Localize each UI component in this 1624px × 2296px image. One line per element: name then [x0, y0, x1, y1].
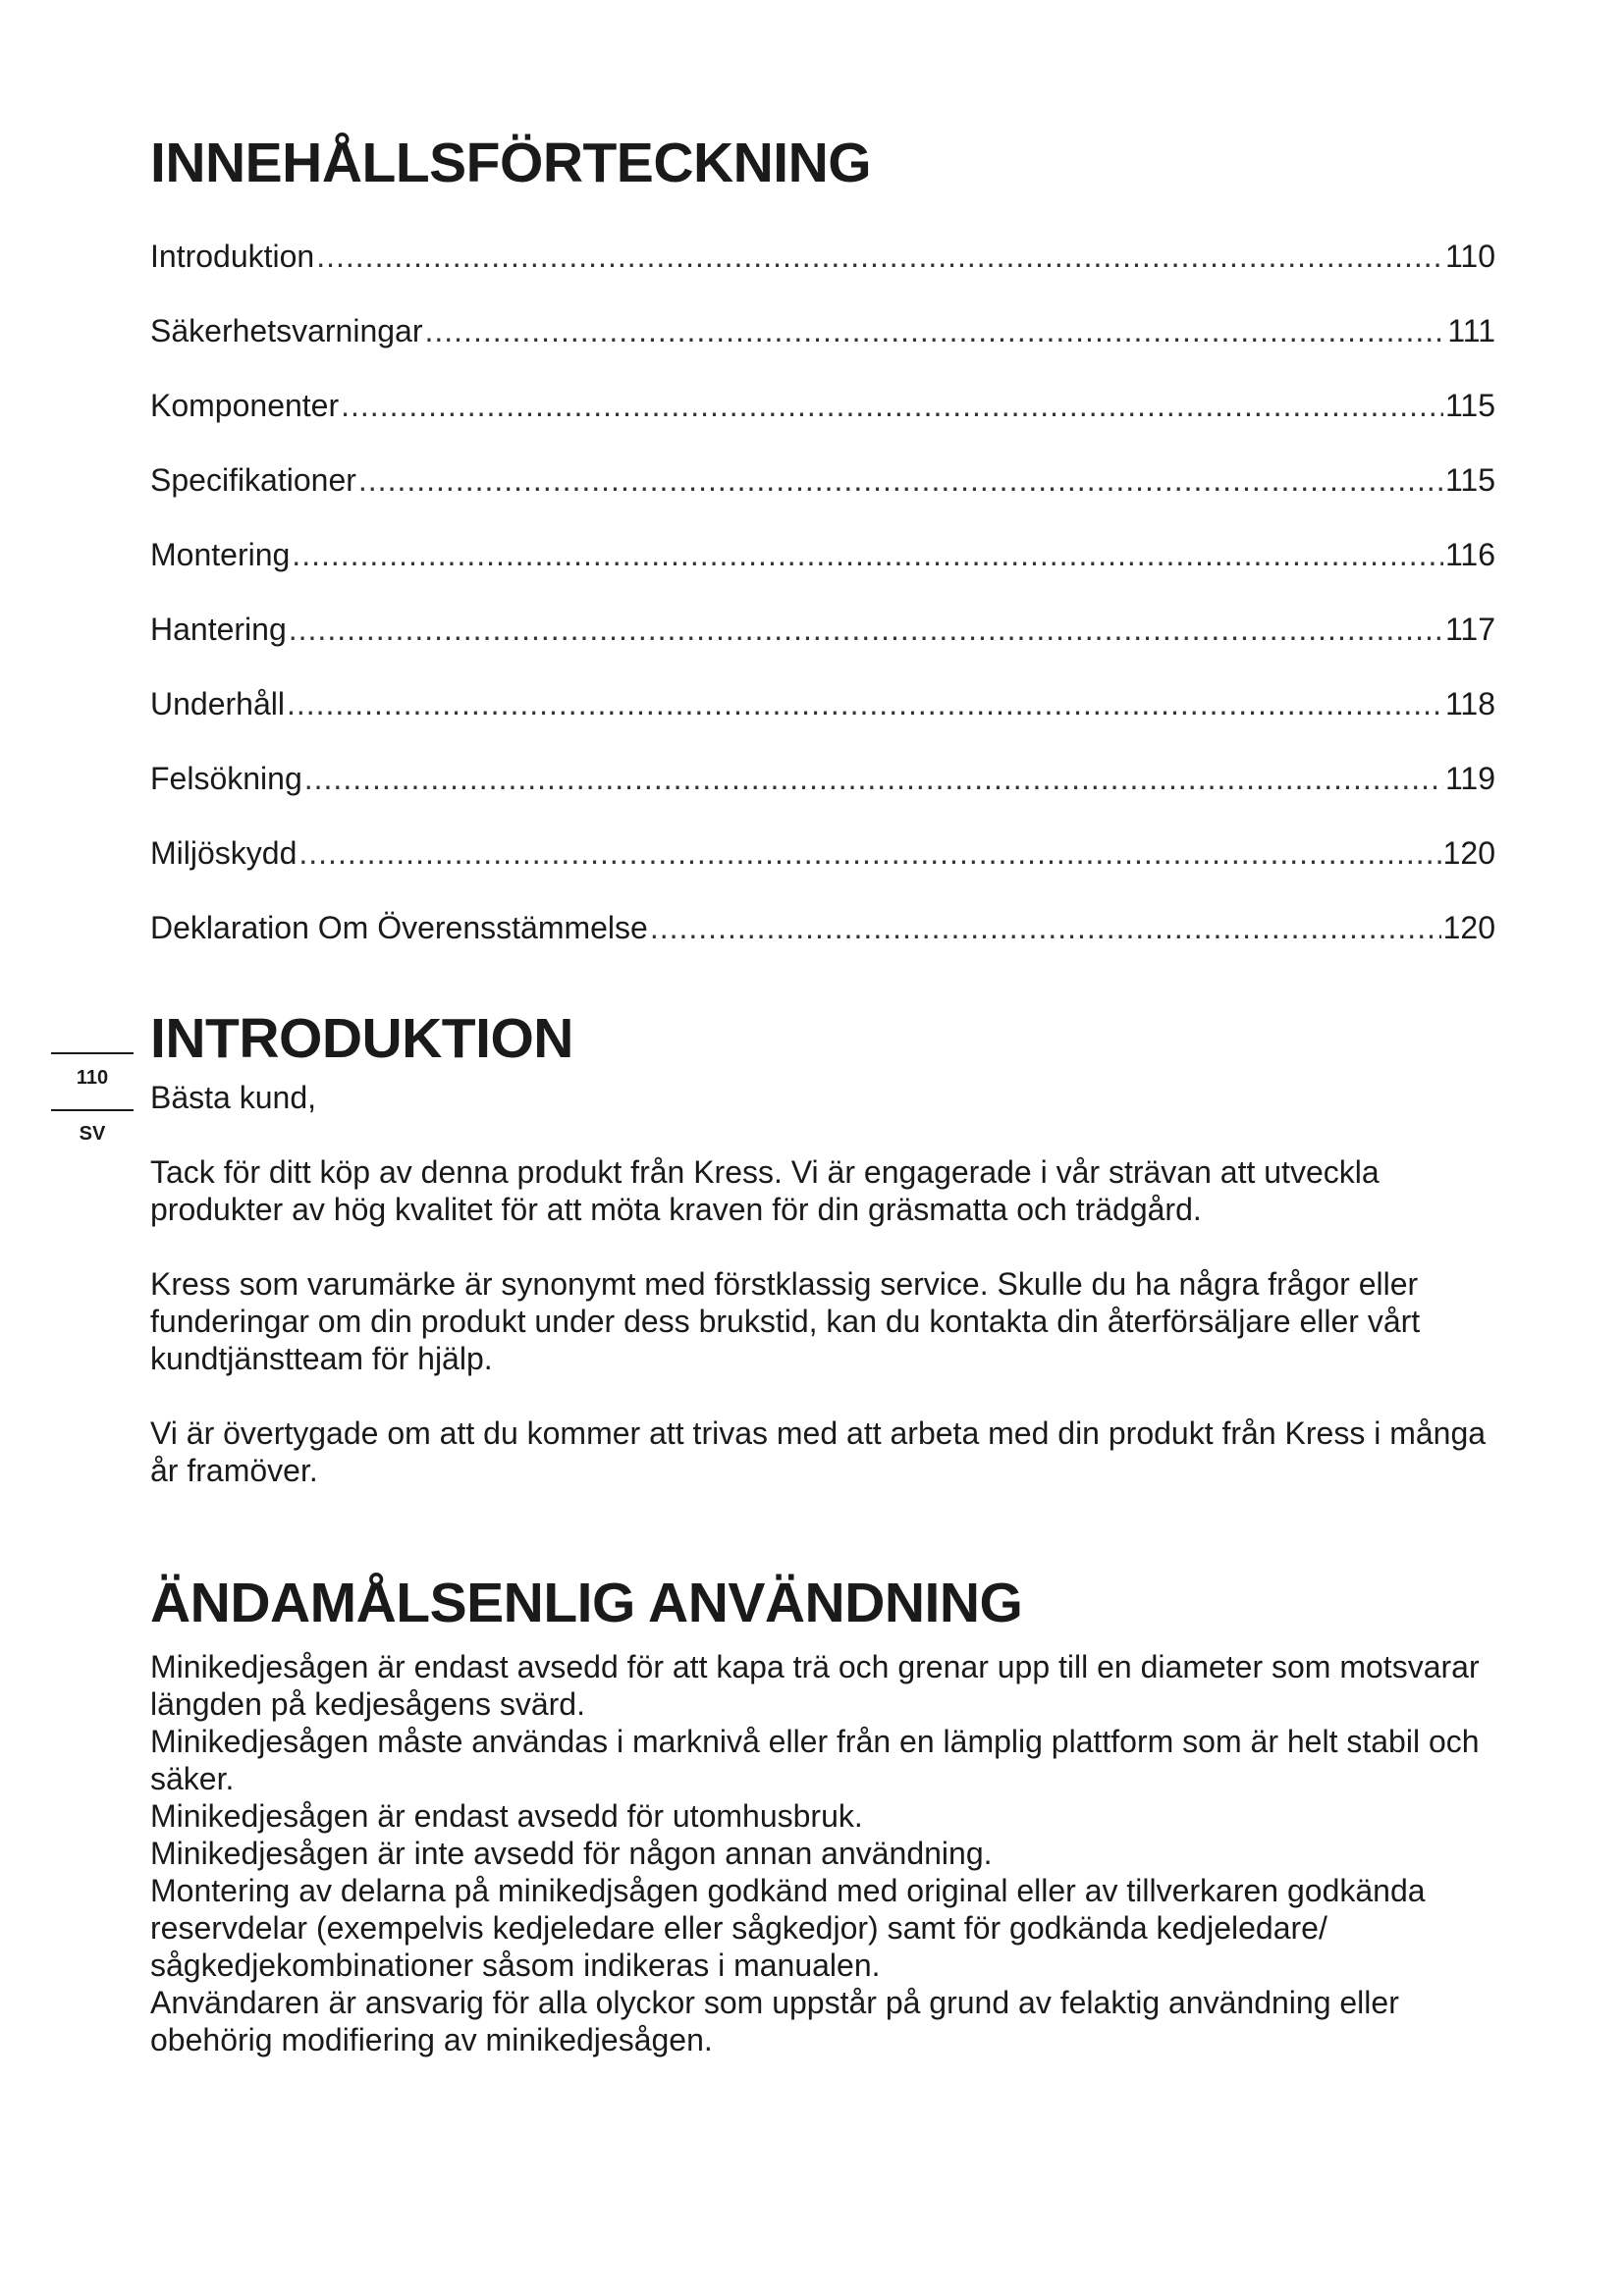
toc-entry: [150, 835, 1495, 910]
toc-dot-leader: [341, 388, 1443, 424]
side-tab-language: SV: [79, 1123, 106, 1145]
toc-entry-page: 111: [1447, 313, 1495, 348]
toc-entry-page: 118: [1444, 686, 1495, 721]
toc-entry: [150, 612, 1495, 686]
intended-use-line: Minikedjesågen är endast avsedd för utomhusbruk.: [150, 1798, 863, 1834]
toc-entry: [150, 462, 1495, 537]
toc-dot-leader: [316, 239, 1443, 275]
toc-entry: [150, 910, 1495, 985]
intended-use-line: Användaren är ansvarig för alla olyckor som uppstår på grund av felaktig användning eller obehörig modifiering av minikedjesågen.: [150, 1985, 1399, 2057]
toc-entry-label: Underhåll: [150, 686, 285, 721]
side-tab-rule: [51, 1052, 134, 1054]
toc-entry-label: Felsökning: [150, 761, 302, 796]
toc-entry-page: 117: [1444, 612, 1495, 647]
intended-use-line: Montering av delarna på minikedjsågen godkänd med original eller av tillverkaren godkända reservdelar (exempelvis kedjeledare eller sågkedjor) samt för godkända kedjeledare/ sågkedjekombinationer såsom indikeras i manualen.: [150, 1873, 1426, 1983]
toc-dot-leader: [304, 761, 1443, 797]
toc-entry-page: 115: [1444, 388, 1495, 423]
toc-heading: INNEHÅLLSFÖRTECKNING: [150, 132, 872, 194]
introduction-paragraph: Vi är övertygade om att du kommer att trivas med att arbeta med din produkt från Kress i många år framöver.: [150, 1415, 1487, 1488]
toc-entry-label: Komponenter: [150, 388, 340, 423]
introduction-greeting: Bästa kund,: [150, 1080, 316, 1115]
toc-entry-label: Hantering: [150, 612, 287, 647]
toc-entry-label: Specifikationer: [150, 462, 356, 498]
intended-use-line: Minikedjesågen är endast avsedd för att kapa trä och grenar upp till en diameter som motsvarar längden på kedjesågens svärd.: [150, 1649, 1480, 1722]
toc-entry-page: 116: [1444, 537, 1495, 572]
toc-dot-leader: [287, 686, 1443, 722]
toc-entry-page: 120: [1442, 910, 1495, 945]
toc-entry-label: Säkerhetsvarningar: [150, 313, 423, 348]
toc-entry-page: 115: [1444, 462, 1495, 498]
side-tab-page-number: 110: [76, 1067, 109, 1089]
table-of-contents: [150, 239, 1495, 985]
introduction-paragraph: Tack för ditt köp av denna produkt från Kress. Vi är engagerade i vår strävan att utveckla produkter av hög kvalitet för att möta kraven för din gräsmatta och trädgård.: [150, 1154, 1380, 1227]
toc-entry-page: 119: [1444, 761, 1495, 796]
toc-dot-leader: [358, 462, 1443, 499]
toc-dot-leader: [298, 835, 1440, 872]
toc-entry-label: Miljöskydd: [150, 835, 298, 871]
toc-entry: [150, 761, 1495, 835]
toc-entry-page: 110: [1444, 239, 1495, 274]
side-tab-rule: [51, 1109, 134, 1111]
toc-entry-label: Deklaration Om Överensstämmelse: [150, 910, 648, 945]
toc-entry: [150, 537, 1495, 612]
toc-dot-leader: [424, 313, 1445, 349]
toc-dot-leader: [650, 910, 1441, 946]
intended-use-body: [150, 1648, 1495, 2058]
introduction-heading: INTRODUKTION: [150, 1007, 573, 1070]
toc-entry: [150, 686, 1495, 761]
introduction-paragraph: Kress som varumärke är synonymt med förstklassig service. Skulle du ha några frågor eller funderingar om din produkt under dess brukstid, kan du kontakta din återförsäljare eller vårt kundtjänstteam för hjälp.: [150, 1266, 1421, 1376]
toc-entry-label: Montering: [150, 537, 291, 572]
toc-dot-leader: [292, 537, 1443, 573]
toc-entry: [150, 313, 1495, 388]
toc-entry-page: 120: [1442, 835, 1495, 871]
intended-use-line: Minikedjesågen måste användas i marknivå eller från en lämplig plattform som är helt stabil och säker.: [150, 1724, 1480, 1796]
toc-entry: [150, 239, 1495, 313]
toc-dot-leader: [289, 612, 1443, 648]
toc-entry-label: Introduktion: [150, 239, 315, 274]
toc-entry: [150, 388, 1495, 462]
intended-use-line: Minikedjesågen är inte avsedd för någon annan användning.: [150, 1836, 993, 1871]
intended-use-heading: ÄNDAMÅLSENLIG ANVÄNDNING: [150, 1572, 1023, 1634]
